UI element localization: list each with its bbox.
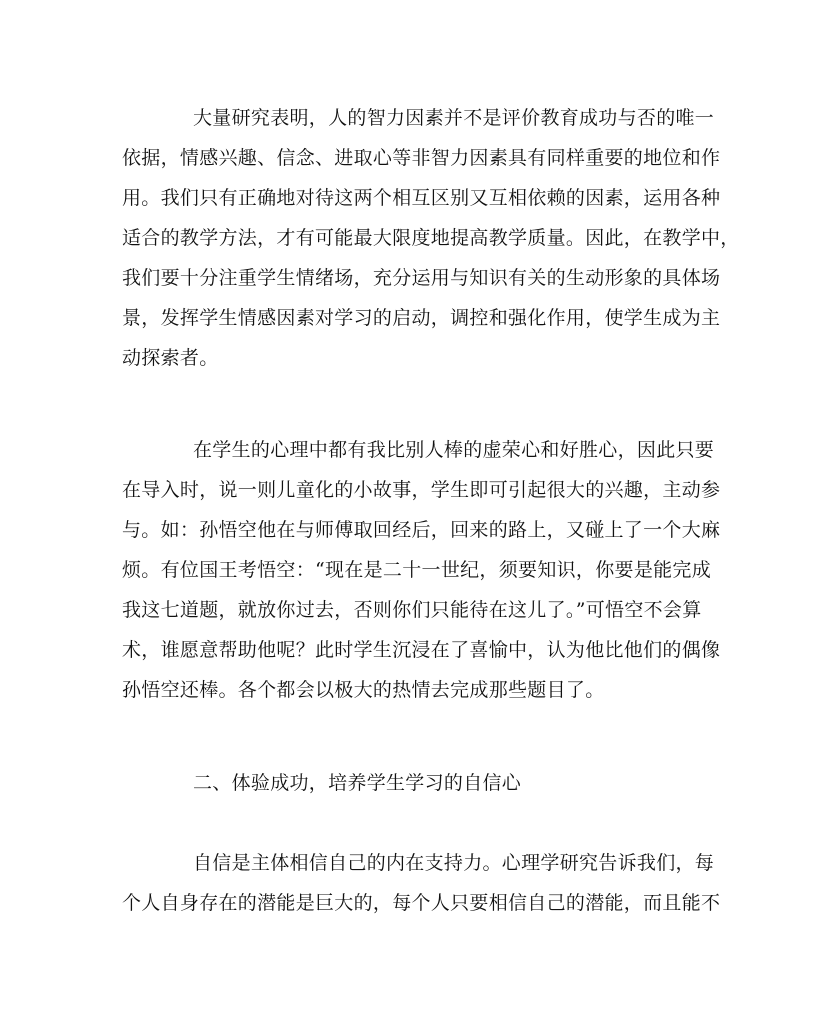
paragraph-1-line-7: 动探索者。	[122, 347, 219, 369]
paragraph-1-line-1: 大量研究表明，人的智力因素并不是评价教育成功与否的唯一	[193, 107, 715, 129]
paragraph-2-line-6: 术，谁愿意帮助他呢？此时学生沉浸在了喜愉中，认为他比他们的偶像	[122, 639, 721, 661]
paragraph-3-line-1: 自信是主体相信自己的内在支持力。心理学研究告诉我们，每	[193, 852, 715, 874]
paragraph-2-line-1: 在学生的心理中都有我比别人棒的虚荣心和好胜心，因此只要	[193, 439, 715, 461]
paragraph-1-line-4: 适合的教学方法，才有可能最大限度地提高教学质量。因此，在教学中，	[122, 227, 740, 249]
section-heading: 二、体验成功，培养学生学习的自信心	[193, 772, 522, 794]
paragraph-2-line-7: 孙悟空还棒。各个都会以极大的热情去完成那些题目了。	[122, 679, 605, 701]
paragraph-2-line-5: 我这七道题，就放你过去，否则你们只能待在这儿了。”可悟空不会算	[122, 599, 702, 621]
paragraph-2-line-2: 在导入时，说一则儿童化的小故事，学生即可引起很大的兴趣，主动参	[122, 479, 721, 501]
paragraph-3-line-2: 个人自身存在的潜能是巨大的，每个人只要相信自己的潜能，而且能不	[122, 892, 721, 914]
paragraph-1-line-6: 景，发挥学生情感因素对学习的启动，调控和强化作用，使学生成为主	[122, 307, 721, 329]
paragraph-1-line-3: 用。我们只有正确地对待这两个相互区别又互相依赖的因素，运用各种	[122, 187, 721, 209]
paragraph-1-line-2: 依据，情感兴趣、信念、进取心等非智力因素具有同样重要的地位和作	[122, 147, 721, 169]
paragraph-1-line-5: 我们要十分注重学生情绪场，充分运用与知识有关的生动形象的具体场	[122, 267, 721, 289]
paragraph-2-line-3: 与。如：孙悟空他在与师傅取回经后，回来的路上，又碰上了一个大麻	[122, 519, 721, 541]
paragraph-2-line-4: 烦。有位国王考悟空：“现在是二十一世纪，须要知识，你要是能完成	[122, 559, 712, 581]
